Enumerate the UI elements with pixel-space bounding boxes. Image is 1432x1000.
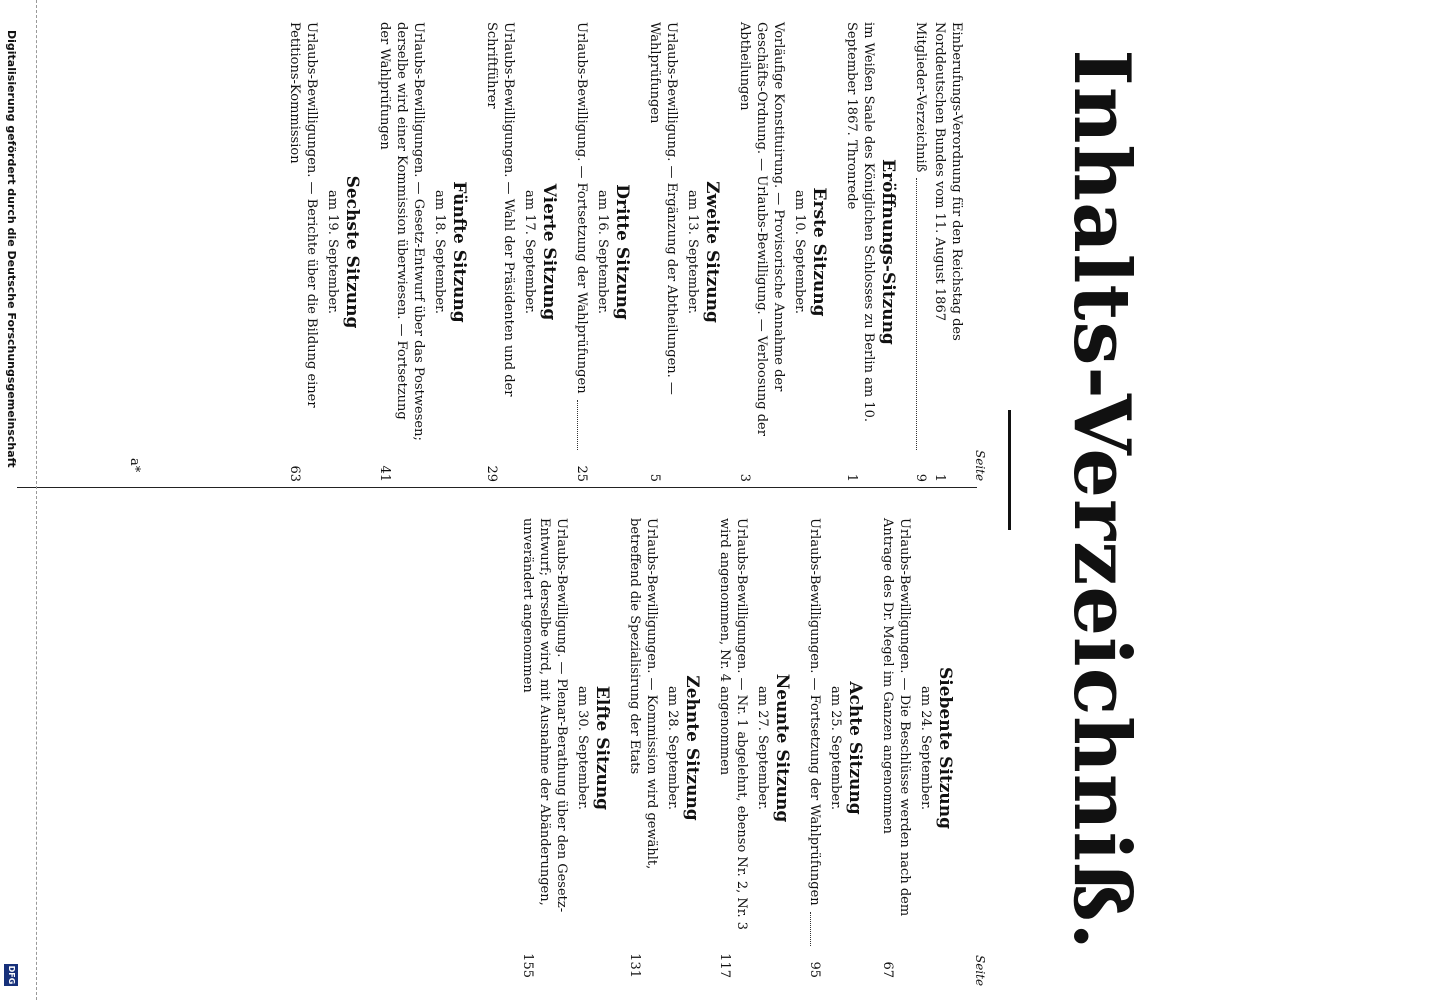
toc-entry-text: Mitglieder-Verzeichniß (913, 22, 928, 173)
column-divider (17, 487, 977, 488)
title-divider (1008, 410, 1011, 530)
toc-entry-text: Einberufungs-Verordnung für den Reichstag des Norddeutschen Bundes vom 11. August 1867 (932, 22, 964, 341)
toc-entry-text: Urlaubs-Bewilligungen. — Die Beschlüsse werden nach dem Antrage des Dr. Megel im Ganzen angenommen (880, 518, 912, 917)
session-heading: Vierte Sitzung (539, 183, 559, 321)
page-column-label-left: Seite (973, 450, 987, 482)
spacer (869, 518, 877, 978)
toc-entry-text: Urlaubs-Bewilligungen. — Fortsetzung der Wahlprüfungen (807, 518, 822, 906)
toc-entry (716, 518, 750, 978)
session-date: am 13. September. (685, 189, 700, 315)
leader-dots (810, 912, 811, 946)
spacer (706, 518, 714, 978)
toc-entry-page: 1 (844, 473, 859, 482)
toc-entry (736, 22, 787, 482)
toc-entry-page: 9 (913, 473, 928, 482)
spacer (796, 518, 804, 978)
session-heading: Neunte Sitzung (772, 673, 792, 823)
spacer (563, 22, 571, 482)
toc-entry (646, 22, 680, 482)
toc-entry-page: 41 (377, 465, 392, 482)
session-date: am 24. September. (918, 685, 933, 811)
session-heading: Fünfte Sitzung (449, 181, 469, 323)
session-heading: Siebente Sitzung (935, 666, 955, 830)
session-heading: Sechste Sitzung (342, 175, 362, 329)
session-heading: Elfte Sitzung (592, 685, 612, 811)
toc-entry-page: 117 (717, 953, 732, 978)
toc-entry-text: Urlaubs-Bewilligung. — Fortsetzung der Wahlprüfungen (574, 22, 589, 394)
toc-entry-page: 67 (880, 961, 895, 978)
toc-entry-page: 25 (574, 465, 589, 482)
left-column (284, 22, 967, 482)
toc-entry (573, 22, 590, 482)
session-heading: Zweite Sitzung (702, 181, 722, 323)
spacer (366, 22, 374, 482)
toc-entry-text: Vorläufige Konstituirung. — Provisorische Annahme der Geschäfts-Ordnung. — Urlaubs-Bewilligung. — Verloosung der Abtheilungen (737, 22, 786, 436)
leader-dots (916, 178, 917, 450)
page-title: Inhalts-Verzeichniß. (1056, 49, 1147, 951)
toc-entry (376, 22, 427, 482)
toc-entry (912, 22, 929, 482)
spacer (902, 22, 910, 482)
session-date: am 19. September. (325, 189, 340, 315)
session-date: am 10. September. (792, 189, 807, 315)
toc-entry (626, 518, 660, 978)
toc-entry-text: Urlaubs-Bewilligungen. — Nr. 1 abgelehnt, ebenso Nr. 2, Nr. 3 wird angenommen, Nr. 4 angenommen (717, 518, 749, 931)
toc-entry-page: 3 (737, 473, 752, 482)
toc-entry-text: Urlaubs-Bewilligungen. — Berichte über die Bildung einer Petitions-Kommission (287, 22, 319, 408)
toc-entry-text: Urlaubs-Bewilligung. — Ergänzung der Abtheilungen. — Wahlprüfungen (647, 22, 679, 395)
session-date: am 18. September. (432, 189, 447, 315)
toc-entry-text: im Weißen Saale des Königlichen Schlosses zu Berlin am 10. September 1867. Thronrede (844, 22, 876, 422)
toc-entry-text: Urlaubs-Bewilligung. — Plenar-Berathung über den Gesetz-Entwurf; derselbe wird, mit Ausnahme der Abänderungen, unverändert angenommen (520, 518, 569, 913)
session-heading: Dritte Sitzung (612, 184, 632, 320)
toc-entry-text: Urlaubs-Bewilligungen. — Gesetz-Entwurf über das Postwesen; derselbe wird einer Kommission überwiesen. — Fortsetzung der Wahlprüfungen (377, 22, 426, 441)
toc-entry-page: 155 (520, 953, 535, 978)
session-date: am 30. September. (575, 685, 590, 811)
toc-entry (519, 518, 570, 978)
dfg-logo-icon: DFG (4, 964, 18, 986)
session-heading: Eröffnungs-Sitzung (878, 159, 898, 345)
toc-entry-text: Urlaubs-Bewilligungen. — Wahl der Präsidenten und der Schriftführer (484, 22, 516, 397)
toc-entry-page: 1 (932, 473, 947, 482)
scan-edge-marks (35, 0, 37, 1000)
toc-entry (843, 22, 877, 482)
toc-entry (286, 22, 320, 482)
page-column-label-right: Seite (973, 955, 987, 987)
leader-dots (577, 400, 578, 450)
toc-entry (483, 22, 517, 482)
toc-entry-page: 131 (627, 953, 642, 978)
signature-mark: a* (127, 458, 142, 473)
session-date: am 27. September. (755, 685, 770, 811)
footer-text: Digitalisierung gefördert durch die Deutsche Forschungsgemeinschaft (5, 30, 18, 468)
spacer (636, 22, 644, 482)
toc-entry (879, 518, 913, 978)
toc-entry-text: Urlaubs-Bewilligungen. — Kommission wird gewählt, betreffend die Spezialisirung der Etats (627, 518, 659, 870)
toc-entry (931, 22, 965, 482)
spacer (959, 518, 967, 978)
session-date: am 25. September. (828, 685, 843, 811)
toc-entry-page: 5 (647, 473, 662, 482)
session-heading: Achte Sitzung (845, 681, 865, 815)
right-column (517, 518, 967, 978)
toc-entry-page: 63 (287, 465, 302, 482)
session-heading: Erste Sitzung (809, 187, 829, 317)
spacer (833, 22, 841, 482)
toc-entry (806, 518, 823, 978)
toc-entry-page: 95 (807, 961, 822, 978)
spacer (726, 22, 734, 482)
session-date: am 16. September. (595, 189, 610, 315)
digitization-footer (2, 0, 18, 1000)
spacer (473, 22, 481, 482)
toc-entry-page: 29 (484, 465, 499, 482)
session-date: am 17. September. (522, 189, 537, 315)
spacer (616, 518, 624, 978)
session-heading: Zehnte Sitzung (682, 675, 702, 821)
session-date: am 28. September. (665, 685, 680, 811)
